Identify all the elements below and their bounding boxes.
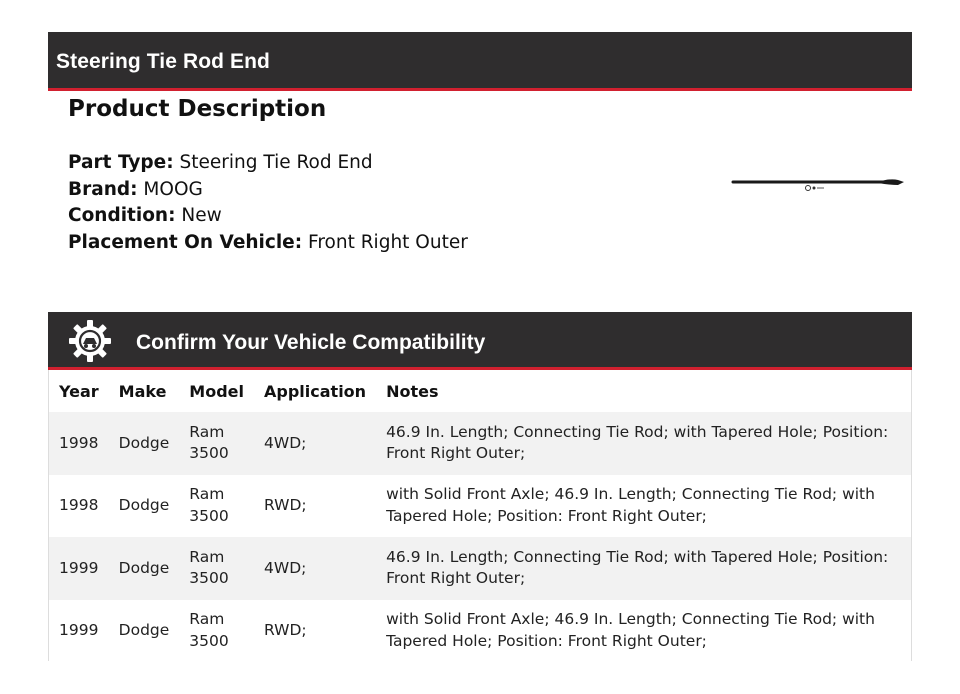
- product-title: Steering Tie Rod End: [56, 50, 270, 73]
- cell-application: RWD;: [254, 475, 376, 538]
- spec-label: Condition:: [68, 205, 176, 226]
- spec-value: Front Right Outer: [308, 231, 468, 253]
- cell-application: 4WD;: [254, 537, 376, 600]
- column-header-year: Year: [59, 381, 99, 401]
- cell-notes: 46.9 In. Length; Connecting Tie Rod; with Tapered Hole; Position: Front Right Outer;: [376, 412, 911, 475]
- cell-make: Dodge: [109, 475, 180, 538]
- table-row: [49, 537, 911, 600]
- spec-part-type: [68, 150, 468, 177]
- spec-label: Placement On Vehicle:: [68, 231, 303, 253]
- tie-rod-image[interactable]: [728, 168, 908, 196]
- cell-notes: with Solid Front Axle; 46.9 In. Length; Connecting Tie Rod; with Tapered Hole; Position: Front Right Outer;: [376, 475, 911, 538]
- cell-model: Ram 3500: [179, 412, 254, 475]
- spec-placement: [68, 230, 468, 257]
- column-header-make: Make: [118, 381, 167, 401]
- table-row: [49, 600, 911, 663]
- spec-condition: [68, 203, 468, 230]
- cell-application: 4WD;: [254, 412, 376, 475]
- cell-notes: with Solid Front Axle; 46.9 In. Length; Connecting Tie Rod; with Tapered Hole; Position: Front Right Outer;: [376, 600, 911, 663]
- spec-brand: [68, 177, 468, 204]
- cell-year: 1998: [49, 412, 109, 475]
- cell-notes: 46.9 In. Length; Connecting Tie Rod; with Tapered Hole; Position: Front Right Outer;: [376, 537, 911, 600]
- compatibility-bar: [48, 312, 912, 370]
- cell-year: 1999: [49, 600, 109, 663]
- column-header-model: Model: [189, 381, 244, 401]
- gear-car-icon: [68, 319, 112, 363]
- spec-label: Brand:: [68, 178, 138, 200]
- column-header-notes: Notes: [386, 381, 439, 401]
- cell-make: Dodge: [109, 537, 180, 600]
- cell-year: 1998: [49, 475, 109, 538]
- product-title-bar: [48, 32, 912, 91]
- spec-list: [68, 150, 468, 256]
- cell-year: 1999: [49, 537, 109, 600]
- cell-make: Dodge: [109, 600, 180, 663]
- table-row: [49, 475, 911, 538]
- table-header-row: [49, 370, 911, 412]
- cell-model: Ram 3500: [179, 600, 254, 663]
- cell-application: RWD;: [254, 600, 376, 663]
- spec-label: Part Type:: [68, 152, 174, 173]
- table-row: [49, 412, 911, 475]
- cell-model: Ram 3500: [179, 475, 254, 538]
- description-heading: Product Description: [68, 96, 327, 122]
- cell-model: Ram 3500: [179, 537, 254, 600]
- compatibility-table-wrap: [48, 370, 912, 661]
- spec-value: New: [181, 205, 222, 226]
- column-header-application: Application: [264, 381, 367, 401]
- spec-value: Steering Tie Rod End: [179, 152, 373, 173]
- compatibility-title: Confirm Your Vehicle Compatibility: [136, 331, 486, 354]
- compatibility-table: [49, 370, 911, 662]
- cell-make: Dodge: [109, 412, 180, 475]
- spec-value: MOOG: [143, 178, 203, 200]
